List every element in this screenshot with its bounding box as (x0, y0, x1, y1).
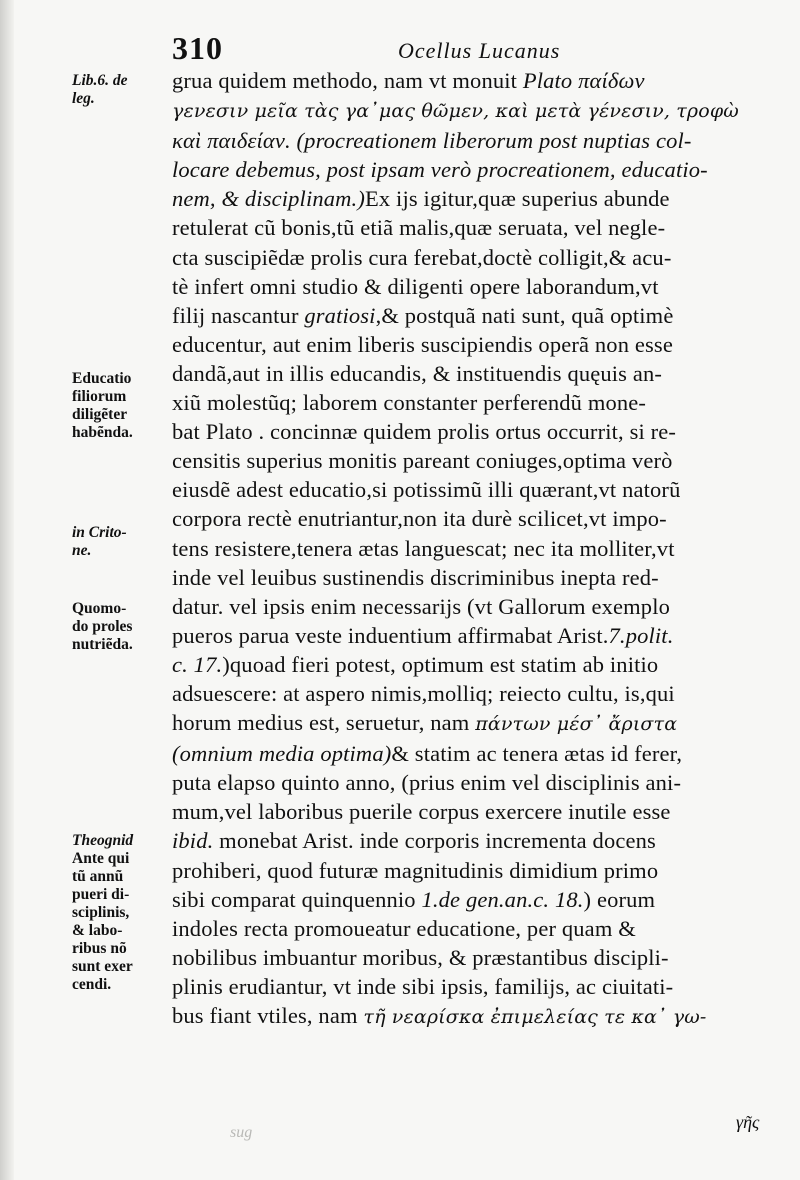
text-run-italic: Plato παίδων (522, 68, 645, 93)
text-line (172, 155, 790, 184)
text-line (172, 417, 790, 446)
text-line (172, 388, 790, 417)
text-line (172, 768, 790, 797)
text-run: educentur, aut enim liberis suscipiendis operã non esse (172, 331, 673, 357)
text-run: tens resistere,tenera ætas languescat; nec ita molliter,vt (172, 535, 675, 561)
bleed-through-text: sug (230, 1124, 253, 1141)
margin-note-line: tũ annũ (72, 868, 124, 885)
text-run: horum medius est, seruetur, nam (172, 710, 476, 736)
text-run: bus fiant vtiles, nam (172, 1003, 364, 1028)
text-run: puta elapso quinto anno, (prius enim vel disciplinis ani- (172, 770, 682, 796)
margin-note-line: Theognid (72, 832, 134, 849)
text-line (172, 330, 790, 359)
text-run: censitis superius monitis pareant coniuges,optima verò (172, 448, 673, 474)
margin-note-line: cendi. (72, 976, 112, 993)
margin-note-line: sciplinis, (72, 904, 130, 921)
text-run: & statim ac tenera ætas id ferer, (391, 741, 683, 767)
text-run: monebat Arist. inde corporis incrementa docens (213, 828, 656, 854)
text-run: bat Plato . concinnæ quidem prolis ortus occurrit, si re- (172, 419, 677, 445)
text-run: plinis erudiantur, vt inde sibi ipsis, familijs, ac ciuitati- (172, 973, 674, 999)
text-line (172, 885, 790, 914)
text-line (172, 126, 790, 155)
main-text-block (172, 66, 790, 1032)
running-title: Ocellus Lucanus (398, 38, 561, 63)
margin-note-line: ne. (72, 542, 92, 559)
text-run-italic: καὶ παιδείαν. (procreationem liberorum post nuptias col- (172, 128, 692, 154)
text-run: sibi comparat quinquennio (172, 886, 422, 912)
margin-note-line: & labo- (72, 922, 123, 939)
text-run-italic: ibid. (172, 828, 214, 854)
text-run: eiusdẽ adest educatio,si potissimũ illi quærant,vt natorũ (172, 477, 681, 503)
text-run-greek: πάντων μέσ᾽ ἄριστα (475, 713, 678, 736)
text-run: tè infert omni studio & diligenti opere laborandum,vt (172, 273, 659, 299)
text-run-italic: locare debemus, post ipsam verò procreationem, educatio- (172, 157, 708, 183)
margin-note-line: habẽnda. (72, 424, 133, 441)
text-line (172, 272, 790, 301)
text-run: mum,vel laboribus puerile corpus exercere inutile esse (172, 799, 671, 825)
text-line (172, 301, 790, 330)
text-line (172, 534, 790, 563)
text-line (172, 621, 790, 650)
text-line (172, 650, 790, 679)
text-line (172, 708, 790, 739)
text-line (172, 563, 790, 592)
text-line (172, 679, 790, 708)
text-run: nobilibus imbuantur moribus, & præstantibus discipli- (172, 944, 669, 970)
margin-note-educatio (72, 370, 164, 442)
catchword: γῆς (736, 1112, 760, 1132)
text-run: dandã,aut in illis educandis, & instituendis quęuis an- (172, 360, 663, 386)
margin-note-critone (72, 524, 164, 560)
text-run: corpora rectè enutriantur,non ita durè scilicet,vt impo- (172, 506, 667, 532)
text-run: retulerat cũ bonis,tũ etiã malis,quæ seruata, vel negle- (172, 215, 666, 241)
text-run: inde vel leuibus sustinendis discriminibus inepta red- (172, 564, 659, 590)
text-run: cta suscipiẽdæ prolis cura ferebat,doctè colligit,& acu- (172, 244, 672, 270)
text-line (172, 446, 790, 475)
text-line (172, 359, 790, 388)
margin-note-theognid (72, 832, 164, 994)
margin-note-line: sunt exer (72, 958, 133, 975)
text-line (172, 592, 790, 621)
text-run: pueros parua veste induentium affirmabat Arist. (172, 622, 609, 648)
margin-note-line: Ante qui (72, 850, 130, 867)
text-run-greek: γενεσιν μεῖα τὰς γα᾽μας θῶμεν, καὶ μετὰ γένεσιν, τροφὼ (172, 100, 739, 123)
text-line (172, 95, 790, 126)
text-run-italic: 7.polit. (608, 622, 674, 648)
margin-note-line: pueri di- (72, 886, 130, 903)
text-line (172, 243, 790, 272)
text-line (172, 972, 790, 1001)
text-run: xiũ molestũq; laborem constanter perferendũ mone- (172, 390, 647, 416)
text-run-italic: c. 17. (172, 651, 223, 677)
text-run: ) eorum (583, 886, 656, 912)
text-line (172, 504, 790, 533)
margin-note-line: diligẽter (72, 406, 128, 423)
margin-note-line: ribus nõ (72, 940, 127, 957)
margin-note-line: nutriẽda. (72, 636, 133, 653)
text-line (172, 475, 790, 504)
text-run-italic: 1.de gen.an.c. 18. (421, 886, 584, 912)
text-run: filij nascantur (172, 302, 305, 328)
text-line (172, 184, 790, 213)
text-run-italic: gratiosi (304, 302, 376, 328)
margin-note-quomodo (72, 600, 164, 654)
text-line (172, 826, 790, 855)
margin-note-line: do proles (72, 618, 133, 635)
page-gutter-shadow (0, 0, 14, 1180)
text-line (172, 943, 790, 972)
text-line (172, 1001, 790, 1032)
text-run: )quoad fieri potest, optimum est statim ab initio (222, 651, 659, 677)
margin-note-line: in Crito- (72, 524, 127, 541)
margin-note-lib6 (72, 72, 164, 108)
text-run: adsuescere: at aspero nimis,molliq; reiecto cultu, is,qui (172, 680, 675, 706)
margin-note-line: Lib.6. de (72, 72, 128, 89)
text-line (172, 797, 790, 826)
text-run: grua quidem methodo, nam vt monuit (172, 68, 523, 93)
text-line (172, 213, 790, 242)
margin-note-line: Educatio (72, 370, 132, 387)
text-run-italic: (omnium media optima) (172, 741, 392, 767)
text-run: ,& postquã nati sunt, quã optimè (375, 302, 674, 328)
text-line (172, 739, 790, 768)
margin-note-line: filiorum (72, 388, 127, 405)
text-run: Ex ijs igitur,quæ superius abunde (364, 186, 670, 212)
text-run-greek: τῆ νεαρίσκα ἐπιμελείας τε κα᾽ γω- (363, 1006, 707, 1028)
text-line (172, 66, 790, 95)
text-run-italic: nem, & disciplinam.) (172, 186, 365, 212)
text-run: indoles recta promoueatur educatione, per quam & (172, 915, 636, 941)
text-run: datur. vel ipsis enim necessarijs (vt Gallorum exemplo (172, 593, 670, 619)
page-header (160, 28, 780, 68)
text-run: prohiberi, quod futuræ magnitudinis dimidium primo (172, 857, 659, 883)
page-number: 310 (172, 30, 223, 66)
text-line (172, 914, 790, 943)
margin-note-line: Quomo- (72, 600, 127, 617)
margin-note-line: leg. (72, 90, 95, 107)
text-line (172, 856, 790, 885)
